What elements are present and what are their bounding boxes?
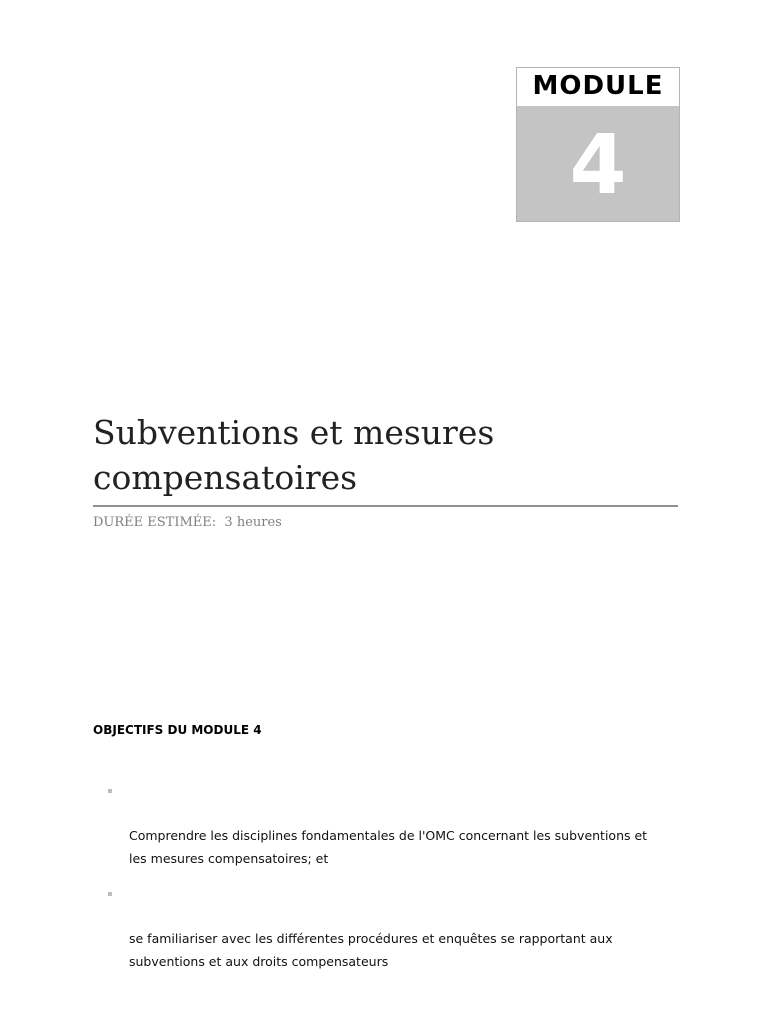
module-label: MODULE [517, 68, 679, 106]
objective-item [93, 780, 678, 870]
module-badge [516, 67, 680, 222]
objective-text: se familiariser avec les différentes procédures et enquêtes se rapportant aux subventions et aux droits compensateurs [129, 931, 613, 969]
module-title: Subventions et mesures compensatoires [93, 413, 495, 497]
module-number: 4 [569, 118, 627, 213]
objectives-list [93, 780, 678, 986]
objective-item [93, 883, 678, 973]
estimated-duration: DURÉE ESTIMÉE: 3 heures [93, 515, 282, 530]
bullet-icon [108, 789, 112, 793]
bullet-icon [108, 892, 112, 896]
title-divider [93, 505, 678, 507]
objective-text: Comprendre les disciplines fondamentales de l'OMC concernant les subventions et les mesures compensatoires; et [129, 828, 648, 866]
objectives-heading: OBJECTIFS DU MODULE 4 [93, 723, 262, 737]
